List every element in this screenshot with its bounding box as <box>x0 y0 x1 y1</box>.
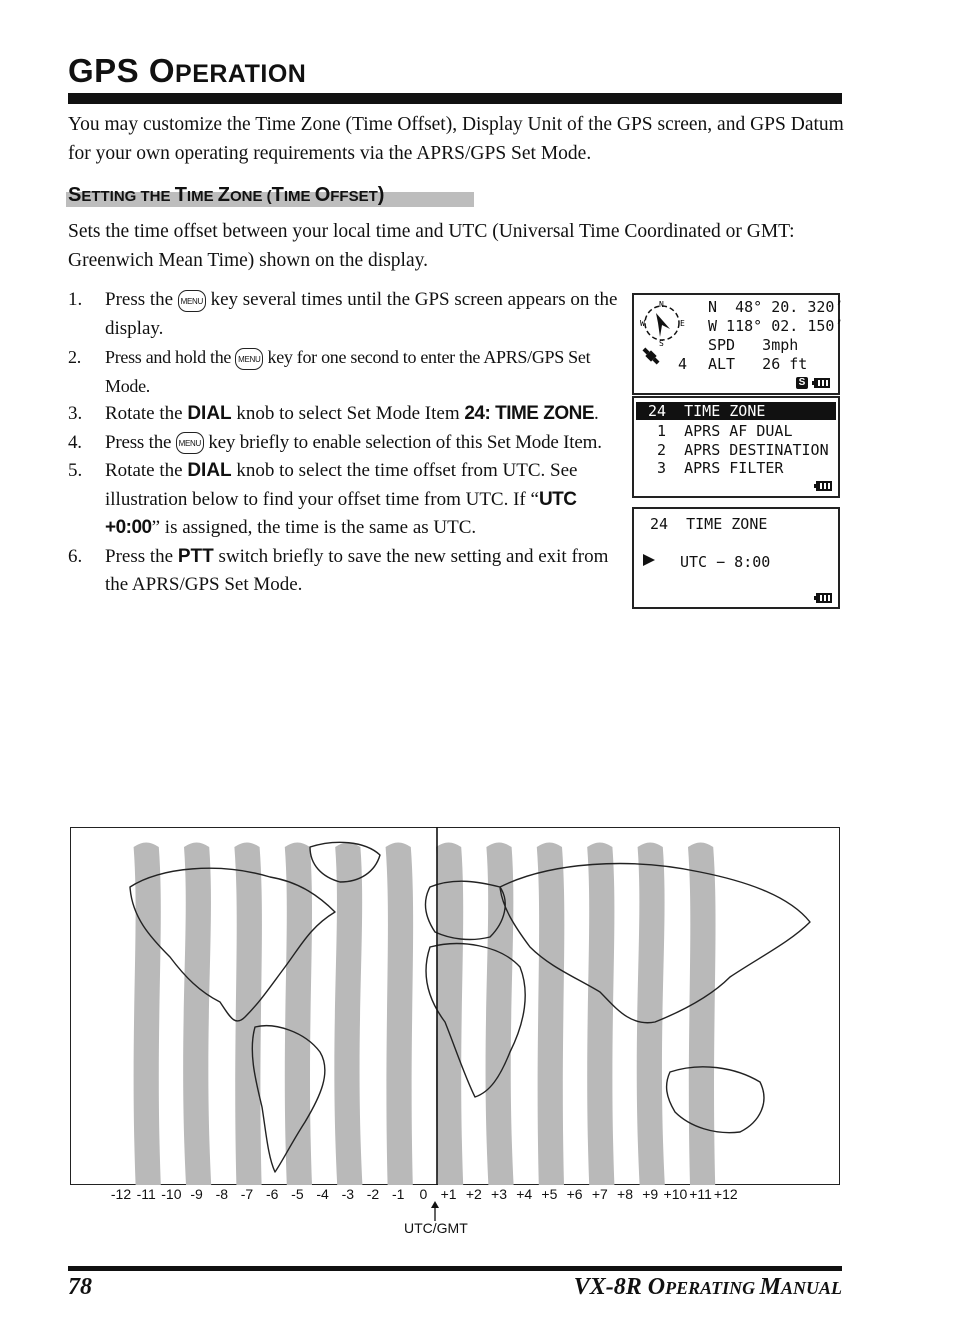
title-rule <box>68 93 842 104</box>
manual-title: VX-8R OPERATING MANUAL <box>573 1274 842 1300</box>
zone-offset-label: -11 <box>136 1186 156 1202</box>
zone-offset-label: +12 <box>713 1186 738 1202</box>
longitude: W 118° 02. 150’ <box>708 317 844 335</box>
zone-offset-label: 0 <box>419 1186 428 1202</box>
zone-offset-label: +1 <box>440 1186 457 1202</box>
s-badge: S <box>796 377 808 389</box>
time-zone-lcd <box>632 507 840 609</box>
time-zone-band <box>587 843 614 1186</box>
list-item: 5. Rotate the DIAL knob to select the time offset from UTC. See illustration below to find your offset time from UTC. If “UTC +0:00” is assigned, the time is the same as UTC. <box>68 460 578 538</box>
list-item: 3. Rotate the DIAL knob to select Set Mode Item 24: TIME ZONE. <box>68 403 599 424</box>
zone-offset-label: -12 <box>110 1186 132 1202</box>
zone-offset-axis <box>70 1184 840 1208</box>
time-zone-band <box>537 843 565 1186</box>
satellite-icon <box>640 345 662 367</box>
list-item: 2. Press and hold the MENU key for one second to enter the APRS/GPS Set Mode. <box>68 347 591 396</box>
svg-text:E: E <box>680 319 685 328</box>
menu-item: 2 APRS DESTINATION <box>648 441 829 459</box>
menu-item: 1 APRS AF DUAL <box>648 422 793 440</box>
time-zone-band <box>486 843 514 1186</box>
intro-paragraph: You may customize the Time Zone (Time Offset), Display Unit of the GPS screen, and GPS Datum for your own operating requirements via the APRS/GPS Set Mode. <box>68 114 844 164</box>
page-title: GPS OPERATION <box>68 52 307 89</box>
battery-icon <box>814 593 832 603</box>
steps-list <box>68 286 618 600</box>
zone-offset-label: +4 <box>516 1186 533 1202</box>
time-zone-band <box>134 843 161 1186</box>
section-heading: SETTING THE TIME ZONE (TIME OFFSET) <box>68 184 385 206</box>
page-number: 78 <box>68 1274 92 1300</box>
setting-value: UTC − 8:00 <box>680 553 771 571</box>
set-mode-lcd <box>632 396 840 498</box>
zone-offset-label: -4 <box>316 1186 329 1202</box>
speed: SPD 3mph <box>708 336 799 354</box>
zone-offset-label: -3 <box>341 1186 355 1202</box>
battery-icon <box>812 378 830 388</box>
time-zone-band <box>688 843 716 1186</box>
time-zone-map <box>70 827 840 1185</box>
selected-item: 24 TIME ZONE <box>636 402 836 420</box>
setting-name: 24 TIME ZONE <box>650 515 768 533</box>
zone-offset-label: -6 <box>265 1186 279 1202</box>
zone-offset-label: +5 <box>541 1186 558 1202</box>
zone-offset-label: +2 <box>465 1186 482 1202</box>
time-zone-band <box>386 843 414 1186</box>
latitude: N 48° 20. 320’ <box>708 298 844 316</box>
utc-gmt-label: UTC/GMT <box>404 1220 468 1236</box>
zone-offset-label: -1 <box>391 1186 405 1202</box>
menu-item: 3 APRS FILTER <box>648 459 784 477</box>
svg-text:N: N <box>659 300 664 309</box>
list-item: 1. Press the MENU key several times until the GPS screen appears on the display. <box>68 289 618 339</box>
zone-offset-label: -10 <box>161 1186 182 1202</box>
time-zone-band <box>637 843 665 1186</box>
zone-offset-label: +3 <box>491 1186 507 1202</box>
zone-offset-label: +10 <box>663 1186 688 1202</box>
gps-screen-lcd <box>632 293 844 395</box>
zone-offset-label: +7 <box>591 1186 608 1202</box>
zone-offset-label: -7 <box>240 1186 254 1202</box>
menu-key-icon: MENU <box>235 348 263 370</box>
list-item: 4. Press the MENU key briefly to enable selection of this Set Mode Item. <box>68 431 602 453</box>
battery-icon <box>814 481 832 491</box>
time-zone-band <box>183 843 211 1186</box>
zone-offset-label: -2 <box>366 1186 380 1202</box>
zone-offset-label: -9 <box>190 1186 203 1202</box>
time-zone-band <box>334 843 362 1186</box>
svg-text:W: W <box>640 319 645 328</box>
svg-text:S: S <box>659 339 664 347</box>
list-item: 6. Press the PTT switch briefly to save the new setting and exit from the APRS/GPS Set Mode. <box>68 545 609 595</box>
arrow-up-icon <box>429 1201 441 1221</box>
compass-icon <box>640 299 688 347</box>
zone-offset-label: -5 <box>291 1186 304 1202</box>
satellite-count: 4 <box>678 355 688 373</box>
arrow-right-icon <box>642 553 656 567</box>
menu-key-icon: MENU <box>176 432 204 454</box>
menu-key-icon: MENU <box>178 290 206 312</box>
zone-offset-label: -8 <box>215 1186 229 1202</box>
zone-offset-label: +8 <box>617 1186 633 1202</box>
zone-offset-label: +6 <box>566 1186 583 1202</box>
section-body: Sets the time offset between your local time and UTC (Universal Time Coordinated or GMT: Greenwich Mean Time) shown on the display. <box>68 221 795 271</box>
footer-rule <box>68 1266 842 1271</box>
zone-offset-label: +11 <box>689 1186 712 1202</box>
altitude: ALT 26 ft <box>708 355 808 373</box>
zone-offset-label: +9 <box>642 1186 659 1202</box>
